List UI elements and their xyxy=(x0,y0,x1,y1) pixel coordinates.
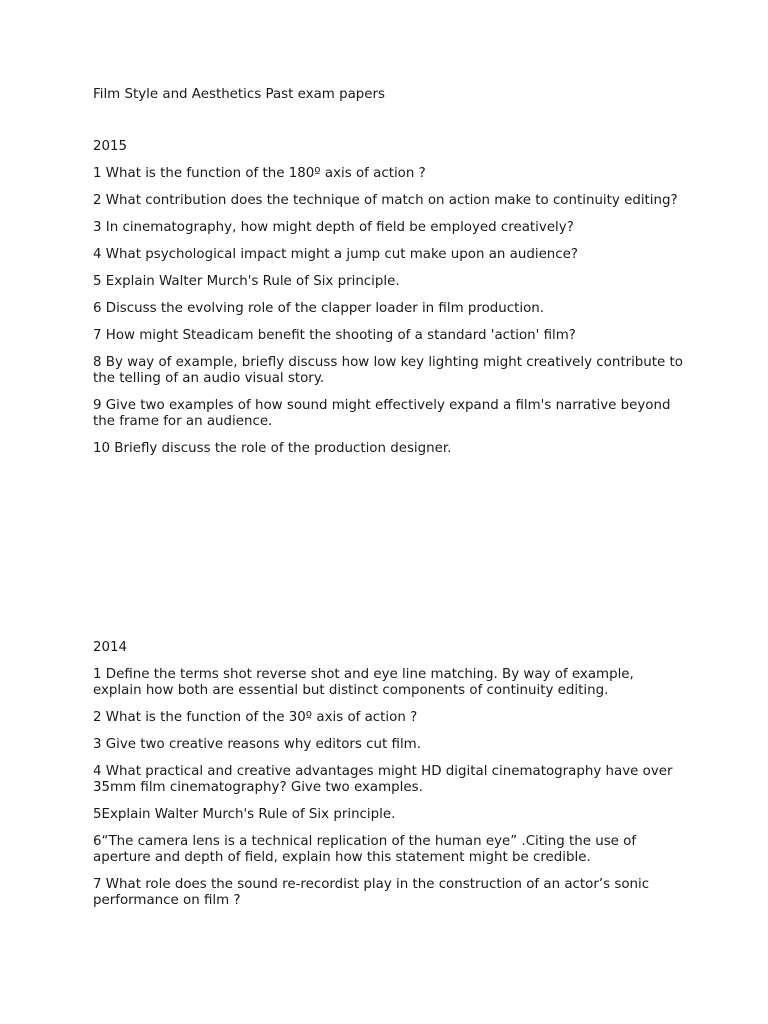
question-item: 3 In cinematography, how might depth of field be employed creatively? xyxy=(93,220,574,235)
exam-section-2015 xyxy=(93,139,683,468)
question-item: 2 What is the function of the 30º axis of action ? xyxy=(93,710,418,725)
question-item: 7 How might Steadicam benefit the shooting of a standard 'action' film? xyxy=(93,328,576,343)
question-item: 5Explain Walter Murch's Rule of Six principle. xyxy=(93,807,396,822)
question-item: 7 What role does the sound re-recordist play in the construction of an actor’s sonic performance on film ? xyxy=(93,877,650,908)
question-item: 9 Give two examples of how sound might effectively expand a film's narrative beyond the frame for an audience. xyxy=(93,398,671,429)
question-item: 6 Discuss the evolving role of the clapper loader in film production. xyxy=(93,301,545,316)
section-year: 2014 xyxy=(93,640,128,655)
question-item: 1 Define the terms shot reverse shot and eye line matching. By way of example, explain how both are essential but distinct components of continuity editing. xyxy=(93,667,634,698)
question-item: 6“The camera lens is a technical replication of the human eye” .Citing the use of aperture and depth of field, explain how this statement might be credible. xyxy=(93,834,637,865)
question-item: 4 What practical and creative advantages might HD digital cinematography have over 35mm film cinematography? Give two examples. xyxy=(93,764,673,795)
question-item: 8 By way of example, briefly discuss how low key lighting might creatively contribute to the telling of an audio visual story. xyxy=(93,355,683,386)
section-year: 2015 xyxy=(93,139,128,154)
question-item: 5 Explain Walter Murch's Rule of Six principle. xyxy=(93,274,400,289)
question-item: 10 Briefly discuss the role of the production designer. xyxy=(93,441,452,456)
question-item: 4 What psychological impact might a jump cut make upon an audience? xyxy=(93,247,578,262)
document-title: Film Style and Aesthetics Past exam papers xyxy=(93,87,386,102)
question-item: 2 What contribution does the technique of match on action make to continuity editing? xyxy=(93,193,678,208)
exam-section-2014 xyxy=(93,640,683,920)
question-item: 1 What is the function of the 180º axis of action ? xyxy=(93,166,426,181)
question-item: 3 Give two creative reasons why editors cut film. xyxy=(93,737,421,752)
